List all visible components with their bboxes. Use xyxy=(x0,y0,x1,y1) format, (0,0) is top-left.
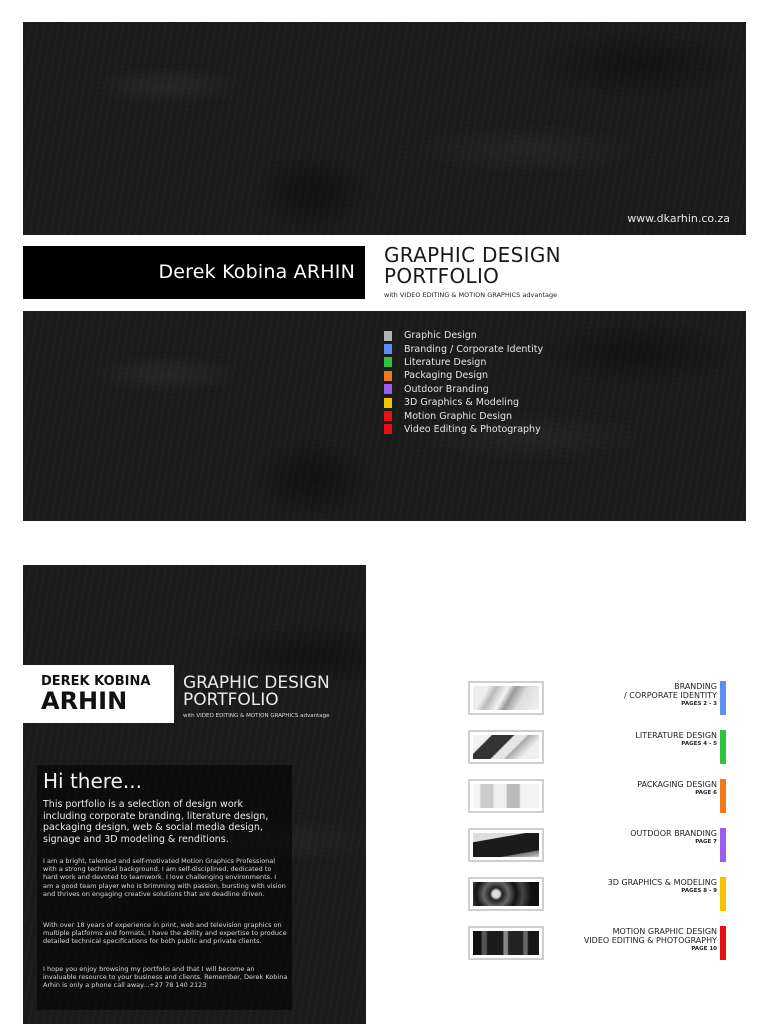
legend-item xyxy=(384,369,543,382)
toc-item-packaging[interactable] xyxy=(637,780,717,797)
category-bar-icon xyxy=(720,828,726,862)
intro-paragraph: I hope you enjoy browsing my portfolio and that I will become an invaluable resource to your business and clients. Remember, Derek Kobina Arhin is only a phone call away...+27 78 140 2123 xyxy=(43,965,288,990)
legend-label: Video Editing & Photography xyxy=(404,423,541,435)
legend-label: Packaging Design xyxy=(404,370,489,382)
legend-swatch-icon xyxy=(384,357,392,367)
legend-item xyxy=(384,383,543,396)
legend-label: Outdoor Branding xyxy=(404,383,489,395)
toc-pages: PAGES 2 - 3 xyxy=(681,701,717,707)
toc-item-3d[interactable] xyxy=(608,878,717,895)
legend-swatch-icon xyxy=(384,384,392,394)
legend-item xyxy=(384,409,543,422)
cover-name: Derek Kobina ARHIN xyxy=(158,261,355,283)
legend-label: Branding / Corporate Identity xyxy=(404,343,544,355)
legend-swatch-icon xyxy=(384,424,392,434)
thumbnail-image xyxy=(473,686,539,710)
legend-label: Literature Design xyxy=(404,356,487,368)
intro-paragraph: With over 18 years of experience in print, web and television graphics on multiple platforms and formats, I have the ability and expertise to produce detailed technical specifications for both public and private clients. xyxy=(43,921,287,946)
intro-page xyxy=(23,565,366,1024)
category-bar-icon xyxy=(720,926,726,960)
legend-swatch-icon xyxy=(384,411,392,421)
toc-title: PACKAGING DESIGN xyxy=(637,780,717,789)
toc-item-literature[interactable] xyxy=(635,731,717,748)
toc-item-branding[interactable] xyxy=(624,682,717,708)
cover-page xyxy=(23,22,746,521)
intro-name-box xyxy=(23,665,174,723)
toc-pages: PAGES 8 - 9 xyxy=(681,888,717,894)
legend-swatch-icon xyxy=(384,331,392,341)
legend-label: 3D Graphics & Modeling xyxy=(404,397,519,409)
intro-title xyxy=(183,675,330,709)
cover-subtitle: with VIDEO EDITING & MOTION GRAPHICS advantage xyxy=(384,291,558,299)
toc-title: / CORPORATE IDENTITY xyxy=(624,691,717,700)
category-bar-icon xyxy=(720,779,726,813)
toc-item-motion[interactable] xyxy=(584,927,717,953)
toc-pages: PAGE 7 xyxy=(695,839,717,845)
website-url[interactable]: www.dkarhin.co.za xyxy=(627,212,730,225)
thumbnail-3d[interactable] xyxy=(468,877,544,911)
intro-lead-paragraph: This portfolio is a selection of design work including corporate branding, literature design, packaging design, web & social media design, signage and 3D modeling & renditions. xyxy=(43,799,269,845)
cover-title-band xyxy=(23,235,746,311)
legend-swatch-icon xyxy=(384,344,392,354)
toc-title: LITERATURE DESIGN xyxy=(635,731,717,740)
thumbnail-image xyxy=(473,784,539,808)
toc-title: BRANDING xyxy=(674,682,717,691)
thumbnail-packaging[interactable] xyxy=(468,779,544,813)
toc-title: VIDEO EDITING & PHOTOGRAPHY xyxy=(583,936,717,945)
legend-item xyxy=(384,423,543,436)
intro-name-line2: ARHIN xyxy=(41,687,128,715)
thumbnail-motion[interactable] xyxy=(468,926,544,960)
legend-item xyxy=(384,396,543,409)
thumbnail-image xyxy=(473,833,539,857)
toc-item-outdoor[interactable] xyxy=(630,829,717,846)
thumbnail-branding[interactable] xyxy=(468,681,544,715)
category-bar-icon xyxy=(720,681,726,715)
cover-texture-bottom xyxy=(23,311,746,521)
legend-label: Graphic Design xyxy=(404,330,477,342)
toc-pages: PAGE 6 xyxy=(695,790,717,796)
category-legend xyxy=(384,329,543,436)
legend-label: Motion Graphic Design xyxy=(404,410,513,422)
legend-item xyxy=(384,356,543,369)
cover-title-line1: GRAPHIC DESIGN xyxy=(384,243,561,267)
legend-item xyxy=(384,329,543,342)
toc-title: OUTDOOR BRANDING xyxy=(630,829,717,838)
legend-swatch-icon xyxy=(384,371,392,381)
cover-name-box xyxy=(23,246,365,299)
intro-text-card xyxy=(37,765,292,1010)
cover-title xyxy=(384,245,561,287)
category-bar-icon xyxy=(720,877,726,911)
toc-pages: PAGE 10 xyxy=(691,946,717,952)
toc-pages: PAGES 4 - 5 xyxy=(681,741,717,747)
legend-swatch-icon xyxy=(384,398,392,408)
thumbnail-outdoor[interactable] xyxy=(468,828,544,862)
thumbnail-image xyxy=(473,735,539,759)
category-bar-icon xyxy=(720,730,726,764)
greeting-heading: Hi there... xyxy=(43,769,142,793)
toc-title: 3D GRAPHICS & MODELING xyxy=(607,878,717,887)
thumbnail-literature[interactable] xyxy=(468,730,544,764)
intro-name-line1: DEREK KOBINA xyxy=(41,674,151,689)
cover-title-line2: PORTFOLIO xyxy=(384,264,500,288)
thumbnail-image xyxy=(473,882,539,906)
cover-texture-top xyxy=(23,22,746,235)
intro-subtitle: with VIDEO EDITING & MOTION GRAPHICS advantage xyxy=(183,713,330,719)
intro-paragraph: I am a bright, talented and self-motivated Motion Graphics Professional with a strong technical background. I am self-disciplined, dedicated to hard work and devoted to teamwork. I love challenging environments. I am a good team player who is brimming with passion, bursting with vision and thrives on engaging creative solutions that are deadline driven. xyxy=(43,857,286,898)
intro-title-line2: PORTFOLIO xyxy=(183,690,279,710)
thumbnail-image xyxy=(473,931,539,955)
legend-item xyxy=(384,342,543,355)
toc-title: MOTION GRAPHIC DESIGN xyxy=(612,927,717,936)
intro-title-line1: GRAPHIC DESIGN xyxy=(183,673,330,693)
